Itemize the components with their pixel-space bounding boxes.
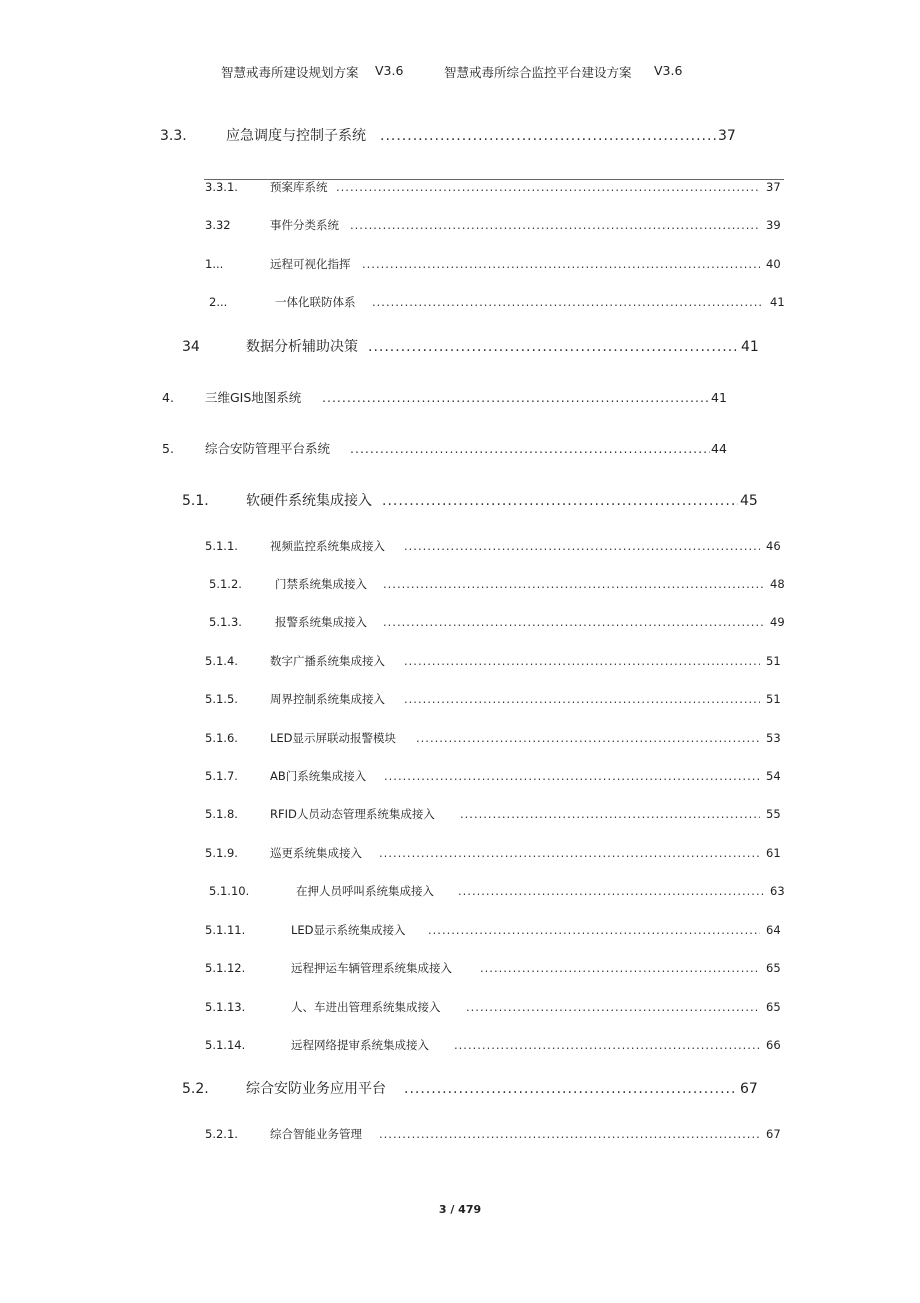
- toc-entry[interactable]: [0, 688, 920, 710]
- toc-leader: [416, 727, 760, 749]
- toc-entry[interactable]: [0, 214, 920, 236]
- page-number: 3 / 479: [438, 1203, 482, 1216]
- toc-number: 5.1.6.: [205, 731, 238, 745]
- toc-title: 数据分析辅助决策: [246, 339, 358, 355]
- toc-title: 周界控制系统集成接入: [270, 692, 385, 706]
- toc-leader: [350, 214, 760, 236]
- toc-entry[interactable]: [0, 842, 920, 864]
- toc-page: 67: [766, 1127, 781, 1141]
- toc-title: 报警系统集成接入: [275, 615, 367, 629]
- toc-page: 63: [770, 884, 785, 898]
- toc-entry[interactable]: [0, 650, 920, 672]
- toc-page: 45: [740, 493, 758, 509]
- toc-leader: [458, 880, 764, 902]
- toc-title: 应急调度与控制子系统: [226, 128, 366, 144]
- toc-title: LED显示屏联动报警模块: [270, 731, 397, 745]
- toc-page: 49: [770, 615, 785, 629]
- toc-number: 5.1.: [182, 493, 209, 509]
- header-right-version: V3.6: [654, 63, 683, 78]
- toc-page: 64: [766, 923, 781, 937]
- toc-entry[interactable]: [0, 957, 920, 979]
- toc-page: 48: [770, 577, 785, 591]
- toc-page: 65: [766, 961, 781, 975]
- toc-number: 3.3.1.: [205, 180, 238, 194]
- header-left-version: V3.6: [375, 63, 404, 78]
- toc-number: 5.1.10.: [209, 884, 250, 898]
- toc-leader: [372, 291, 764, 313]
- toc-title: 视频监控系统集成接入: [270, 539, 385, 553]
- toc-entry[interactable]: [0, 727, 920, 749]
- toc-number: 5.1.5.: [205, 692, 238, 706]
- toc-leader: [322, 387, 710, 409]
- toc-title: 事件分类系统: [270, 218, 339, 232]
- toc-leader: [404, 688, 760, 710]
- toc-leader: [362, 253, 760, 275]
- toc-title: 远程网络提审系统集成接入: [291, 1038, 429, 1052]
- toc-number: 34: [182, 339, 200, 355]
- toc-number: 5.1.13.: [205, 1000, 246, 1014]
- toc-number: 5.1.7.: [205, 769, 238, 783]
- header-left-title: 智慧戒毒所建设规划方案: [221, 65, 359, 80]
- toc-page: 46: [766, 539, 781, 553]
- toc-leader: [404, 1078, 738, 1100]
- toc-leader: [384, 765, 760, 787]
- toc-number: 5.1.2.: [209, 577, 242, 591]
- toc-page: 67: [740, 1081, 758, 1097]
- toc-number: 5.1.12.: [205, 961, 246, 975]
- toc-page: 53: [766, 731, 781, 745]
- toc-entry[interactable]: [0, 490, 920, 512]
- toc-number: 4.: [162, 390, 174, 405]
- toc-entry[interactable]: [0, 803, 920, 825]
- toc-title: LED显示系统集成接入: [291, 923, 406, 937]
- toc-entry[interactable]: [0, 438, 920, 460]
- toc-title: 预案库系统: [270, 180, 328, 194]
- toc-leader: [368, 336, 740, 358]
- toc-leader: [336, 176, 760, 198]
- toc-entry[interactable]: [0, 880, 920, 902]
- toc-entry[interactable]: [0, 176, 920, 198]
- toc-page: 37: [766, 180, 781, 194]
- toc-entry[interactable]: [0, 1123, 920, 1145]
- toc-number: 5.1.8.: [205, 807, 238, 821]
- toc-entry[interactable]: [0, 336, 920, 358]
- toc-leader: [383, 573, 764, 595]
- toc-leader: [350, 438, 710, 460]
- toc-page: 51: [766, 692, 781, 706]
- toc-page: 41: [770, 295, 785, 309]
- toc-entry[interactable]: [0, 125, 920, 147]
- toc-page: 55: [766, 807, 781, 821]
- toc-title: 一体化联防体系: [275, 295, 356, 309]
- toc-number: 5.1.3.: [209, 615, 242, 629]
- toc-title: 三维GIS地图系统: [205, 390, 302, 405]
- toc-page: 39: [766, 218, 781, 232]
- toc-page: 37: [718, 128, 736, 144]
- toc-number: 5.: [162, 441, 174, 456]
- toc-entry[interactable]: [0, 1078, 920, 1100]
- toc-title: 数字广播系统集成接入: [270, 654, 385, 668]
- toc-page: 41: [741, 339, 759, 355]
- toc-leader: [379, 842, 760, 864]
- toc-title: 在押人员呼叫系统集成接入: [296, 884, 434, 898]
- toc-leader: [404, 535, 760, 557]
- toc-entry[interactable]: [0, 996, 920, 1018]
- toc-entry[interactable]: [0, 291, 920, 313]
- toc-leader: [379, 1123, 760, 1145]
- toc-number: 1...: [205, 257, 224, 271]
- toc-title: 巡更系统集成接入: [270, 846, 362, 860]
- toc-entry[interactable]: [0, 611, 920, 633]
- toc-page: 44: [711, 441, 727, 456]
- toc-entry[interactable]: [0, 919, 920, 941]
- toc-leader: [454, 1034, 760, 1056]
- toc-leader: [480, 957, 760, 979]
- toc-title: 远程押运车辆管理系统集成接入: [291, 961, 452, 975]
- toc-leader: [382, 490, 738, 512]
- toc-page: 61: [766, 846, 781, 860]
- toc-leader: [428, 919, 760, 941]
- toc-number: 5.1.9.: [205, 846, 238, 860]
- toc-title: 综合安防业务应用平台: [246, 1081, 386, 1097]
- toc-number: 3.32: [205, 218, 231, 232]
- toc-page: 54: [766, 769, 781, 783]
- toc-title: 门禁系统集成接入: [275, 577, 367, 591]
- toc-entry[interactable]: [0, 387, 920, 409]
- toc-leader: [460, 803, 760, 825]
- toc-page: 40: [766, 257, 781, 271]
- page-header: [0, 63, 920, 83]
- toc-entry[interactable]: [0, 765, 920, 787]
- toc-number: 5.2.1.: [205, 1127, 238, 1141]
- header-right-title: 智慧戒毒所综合监控平台建设方案: [444, 65, 632, 80]
- toc-leader: [380, 125, 716, 147]
- toc-title: 软硬件系统集成接入: [246, 493, 372, 509]
- toc-page: 65: [766, 1000, 781, 1014]
- toc-leader: [404, 650, 760, 672]
- toc-title: AB门系统集成接入: [270, 769, 367, 783]
- toc-title: RFID人员动态管理系统集成接入: [270, 807, 435, 821]
- toc-title: 人、车进出管理系统集成接入: [291, 1000, 441, 1014]
- toc-number: 2...: [209, 295, 228, 309]
- toc-leader: [466, 996, 760, 1018]
- toc-page: 66: [766, 1038, 781, 1052]
- toc-number: 3.3.: [160, 128, 187, 144]
- toc-entry[interactable]: [0, 573, 920, 595]
- toc-number: 5.1.4.: [205, 654, 238, 668]
- toc-page: 41: [711, 390, 727, 405]
- toc-title: 综合安防管理平台系统: [205, 441, 331, 456]
- toc-entry[interactable]: [0, 535, 920, 557]
- toc-number: 5.1.11.: [205, 923, 246, 937]
- toc-number: 5.1.14.: [205, 1038, 246, 1052]
- toc-number: 5.2.: [182, 1081, 209, 1097]
- toc-leader: [383, 611, 764, 633]
- toc-entry[interactable]: [0, 253, 920, 275]
- toc-number: 5.1.1.: [205, 539, 238, 553]
- toc-title: 远程可视化指挥: [270, 257, 351, 271]
- toc-entry[interactable]: [0, 1034, 920, 1056]
- toc-title: 综合智能业务管理: [270, 1127, 362, 1141]
- toc-page: 51: [766, 654, 781, 668]
